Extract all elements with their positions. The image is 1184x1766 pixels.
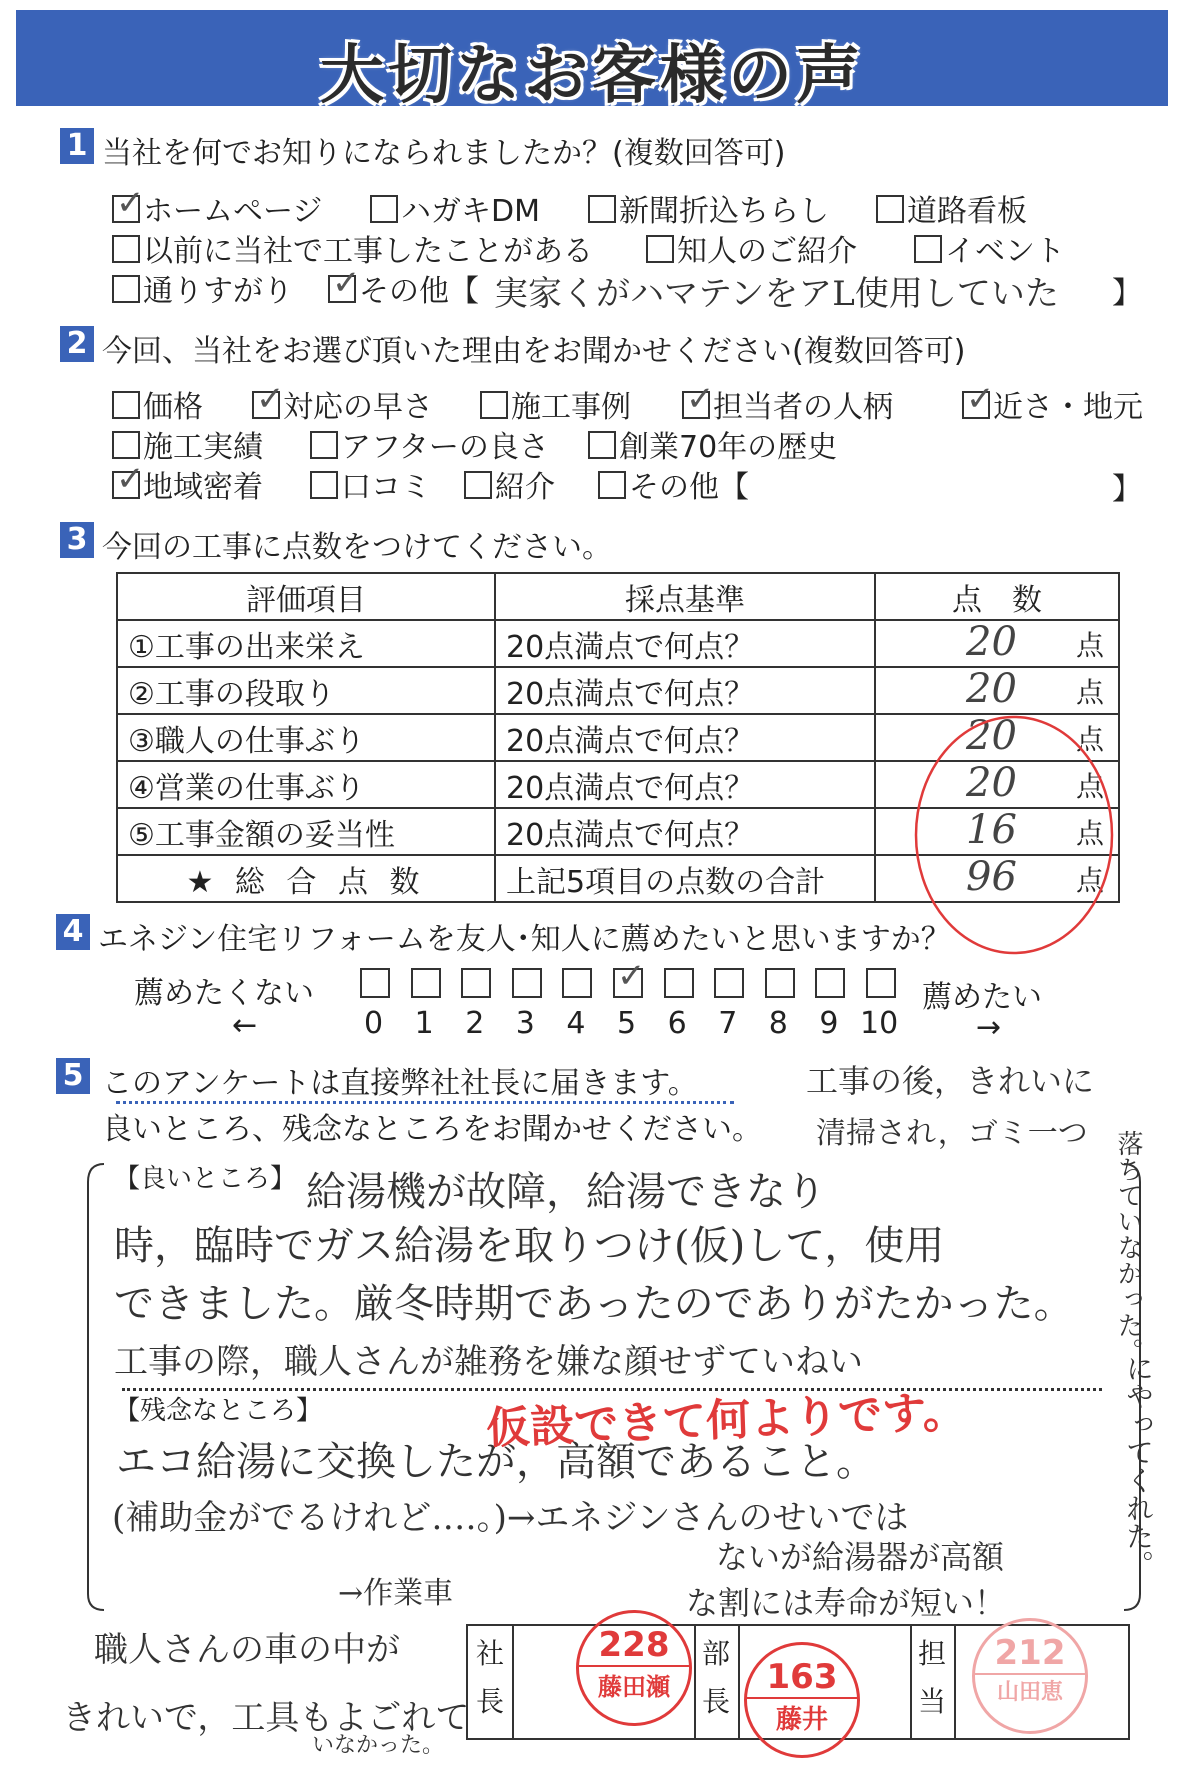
q4-number: 4 xyxy=(56,914,90,950)
q2-number: 2 xyxy=(60,326,94,362)
recommend-box-10[interactable] xyxy=(866,968,896,998)
bottom-note-4: いなかった。 xyxy=(312,1733,445,1758)
recommend-number: 10 xyxy=(860,1006,899,1041)
recommend-box-8[interactable] xyxy=(765,968,795,998)
good-line-1: 給湯機が故障，給湯できなり xyxy=(306,1169,826,1215)
president-stamp: 228 藤田瀬 xyxy=(576,1610,692,1726)
q4-left-label: 薦めたくない xyxy=(134,976,314,1011)
check-icon: ✓ xyxy=(617,956,646,996)
q4-question: エネジン住宅リフォームを友人･知人に薦めたいと思いますか？ xyxy=(98,922,951,957)
recommend-number: 8 xyxy=(768,1006,788,1041)
q1-option-other[interactable]: ✓ その他【 xyxy=(328,266,479,310)
q1-option-homepage[interactable]: ✓ ホームページ xyxy=(112,186,322,230)
page-title: 大切なお客様の声 xyxy=(320,39,864,113)
q2-option-community[interactable]: ✓ 地域密着 xyxy=(112,462,263,506)
bad-line-2: (補助金がでるけれど‥‥。)→エネジンさんのせいでは xyxy=(112,1498,909,1538)
table-row: ③職人の仕事ぶり 20点満点で何点？ 20 点 xyxy=(117,714,1119,761)
recommend-box-1[interactable] xyxy=(411,968,441,998)
q2-option-aftercare[interactable]: アフターの良さ xyxy=(310,422,549,466)
survey-sheet xyxy=(16,10,1168,1756)
table-row: ②工事の段取り 20点満点で何点？ 20 点 xyxy=(117,667,1119,714)
recommend-number: 4 xyxy=(566,1006,586,1041)
recommend-box-3[interactable] xyxy=(512,968,542,998)
staff-stamp: 212 山田恵 xyxy=(972,1618,1088,1734)
manager-stamp: 163 藤井 xyxy=(744,1642,860,1758)
recommend-box-2[interactable] xyxy=(461,968,491,998)
q2-option-other[interactable]: その他【 xyxy=(598,462,749,506)
recommend-number: 2 xyxy=(465,1006,485,1041)
q2-option-staff[interactable]: ✓ 担当者の人柄 xyxy=(682,382,893,426)
side-note-1: 工事の後，きれいに xyxy=(806,1062,1095,1100)
q1-other-close: 】 xyxy=(1112,276,1142,311)
side-note-3: 落ちていなかった。 xyxy=(1113,1130,1143,1364)
recommend-number: 3 xyxy=(515,1006,535,1041)
score-cell[interactable]: 20 点 xyxy=(875,667,1119,714)
recommend-number: 7 xyxy=(718,1006,738,1041)
score-cell[interactable]: 20 点 xyxy=(875,761,1119,808)
recommend-box-0[interactable] xyxy=(360,968,390,998)
recommend-number: 6 xyxy=(667,1006,687,1041)
recommend-number: 5 xyxy=(617,1006,637,1041)
q3-number: 3 xyxy=(60,522,94,558)
bad-line-4: な割には寿命が短い！ xyxy=(686,1584,1007,1622)
table-row: ④営業の仕事ぶり 20点満点で何点？ 20 点 xyxy=(117,761,1119,808)
q2-option-examples[interactable]: 施工事例 xyxy=(480,382,631,426)
q2-other-close: 】 xyxy=(1112,472,1142,507)
recommend-box-7[interactable] xyxy=(714,968,744,998)
q1-option-previous-work[interactable]: 以前に当社で工事したことがある xyxy=(112,226,593,270)
q1-option-event[interactable]: イベント xyxy=(914,226,1065,270)
q1-option-postcard[interactable]: ハガキDM xyxy=(370,186,540,230)
q2-option-wordofmouth[interactable]: 口コミ xyxy=(310,462,431,506)
q1-option-referral[interactable]: 知人のご紹介 xyxy=(646,226,857,270)
side-note-2: 清掃され，ゴミ一つ xyxy=(816,1116,1088,1151)
stamp-label-manager: 部長 xyxy=(701,1637,730,1718)
total-row: ★ 総 合 点 数 上記5項目の点数の合計 96 点 xyxy=(117,855,1119,902)
q1-option-newspaper[interactable]: 新聞折込ちらし xyxy=(588,186,829,230)
good-line-4: 工事の際，職人さんが雑務を嫌な顔せずていねい xyxy=(114,1342,864,1382)
q1-option-passing[interactable]: 通りすがり xyxy=(112,266,293,310)
good-line-3: できました。厳冬時期であったのでありがたかった。 xyxy=(114,1281,1074,1327)
table-row: ①工事の出来栄え 20点満点で何点？ 20 点 xyxy=(117,620,1119,667)
q1-option-roadsign[interactable]: 道路看板 xyxy=(876,186,1027,230)
score-cell[interactable]: 16 点 xyxy=(875,808,1119,855)
recommend-number: 9 xyxy=(819,1006,839,1041)
bad-line-1: エコ給湯に交換したが，高額であること。 xyxy=(116,1439,876,1485)
bottom-note-1: 職人さんの車の中が xyxy=(94,1630,400,1670)
q1-number: 1 xyxy=(60,128,94,164)
score-cell[interactable]: 20 点 xyxy=(875,620,1119,667)
side-note-4: にやってくれた。 xyxy=(1122,1354,1155,1578)
recommend-box-6[interactable] xyxy=(664,968,694,998)
red-note: 仮設できて何よりです。 xyxy=(485,1386,968,1455)
total-score-cell[interactable]: 96 点 xyxy=(875,855,1119,902)
q1-question: 当社を何でお知りになられましたか？(複数回答可) xyxy=(102,136,786,171)
bottom-note-2: →作業車 xyxy=(338,1576,454,1611)
q2-option-response[interactable]: ✓ 対応の早さ xyxy=(252,382,433,426)
q4-right-arrow: → xyxy=(976,1010,1002,1045)
q2-option-history[interactable]: 創業70年の歴史 xyxy=(588,422,837,466)
table-row: ⑤工事金額の妥当性 20点満点で何点？ 16 点 xyxy=(117,808,1119,855)
stamp-label-president: 社長 xyxy=(475,1637,504,1718)
q5-number: 5 xyxy=(56,1058,90,1094)
q2-option-introduction[interactable]: 紹介 xyxy=(464,462,555,506)
good-label: 【良いところ】 xyxy=(114,1164,297,1194)
q4-left-arrow: ← xyxy=(232,1008,258,1043)
q2-option-price[interactable]: 価格 xyxy=(112,382,203,426)
recommend-box-4[interactable] xyxy=(562,968,592,998)
bottom-note-3: きれいで，工具もよごれて xyxy=(62,1698,470,1738)
q3-question: 今回の工事に点数をつけてください。 xyxy=(102,530,612,565)
good-line-2: 時，臨時でガス給湯を取りつけ(仮)して，使用 xyxy=(114,1223,945,1269)
recommend-number: 0 xyxy=(364,1006,384,1041)
stamp-label-staff: 担当 xyxy=(917,1637,946,1718)
q4-right-label: 薦めたい xyxy=(922,980,1042,1015)
q2-option-record[interactable]: 施工実績 xyxy=(112,422,263,466)
q1-other-handwritten: 実家くがハマテンをアL使用していた xyxy=(494,274,1059,314)
score-cell[interactable]: 20 点 xyxy=(875,714,1119,761)
recommend-number: 1 xyxy=(414,1006,434,1041)
q5-line1: このアンケートは直接弊社社長に届きます。 xyxy=(102,1066,698,1101)
q2-option-local[interactable]: ✓ 近さ・地元 xyxy=(962,382,1143,426)
score-header-row: 評価項目 採点基準 点 数 xyxy=(117,573,1119,620)
q2-question: 今回、当社をお選び頂いた理由をお聞かせください(複数回答可) xyxy=(102,334,966,369)
bad-label: 【残念なところ】 xyxy=(114,1396,323,1426)
recommend-box-5[interactable] xyxy=(613,956,646,998)
q5-line2: 良いところ、残念なところをお聞かせください。 xyxy=(102,1112,762,1147)
recommend-box-9[interactable] xyxy=(815,968,845,998)
bad-line-3: ないが給湯器が高額 xyxy=(716,1538,1005,1576)
